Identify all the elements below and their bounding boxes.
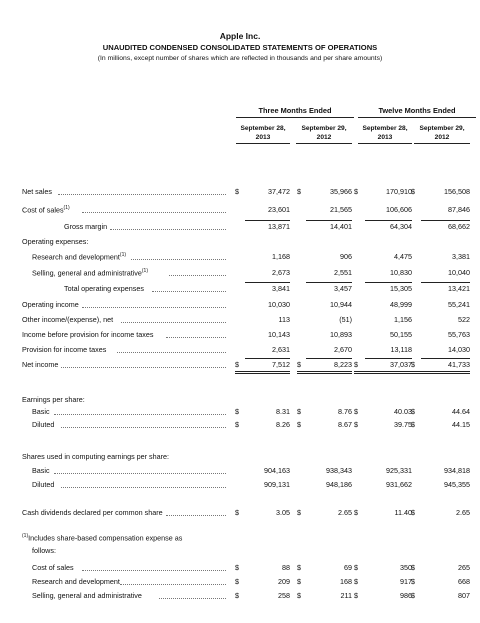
currency-symbol: $ bbox=[297, 508, 301, 517]
cell-value: 10,040 bbox=[448, 268, 470, 277]
table-row bbox=[0, 237, 480, 249]
cell-value: 55,763 bbox=[448, 330, 470, 339]
footnote-marker: (1) bbox=[141, 268, 148, 274]
cell-value: 522 bbox=[458, 315, 470, 324]
cell-value: 14,030 bbox=[448, 345, 470, 354]
cell-value: 15,305 bbox=[390, 284, 412, 293]
currency-symbol: $ bbox=[235, 187, 239, 196]
table-row bbox=[0, 420, 480, 432]
cell-value: 934,818 bbox=[444, 466, 470, 475]
table-row bbox=[0, 577, 480, 589]
footnote-marker: (1) bbox=[22, 533, 29, 539]
cell-value: 10,830 bbox=[390, 268, 412, 277]
leader-dots bbox=[110, 229, 226, 230]
footnote-marker: (1) bbox=[63, 205, 70, 211]
leader-dots bbox=[61, 487, 227, 488]
leader-dots bbox=[166, 337, 226, 338]
cell-value: 8.31 bbox=[276, 407, 290, 416]
table-row bbox=[0, 395, 480, 407]
currency-symbol: $ bbox=[297, 360, 301, 369]
cell-value: 13,871 bbox=[268, 222, 290, 231]
row-label: Earnings per share: bbox=[22, 395, 85, 404]
row-label: Operating expenses: bbox=[22, 237, 89, 246]
cell-value: (51) bbox=[339, 315, 352, 324]
table-row bbox=[0, 591, 480, 603]
row-label: Selling, general and administrative bbox=[32, 591, 142, 600]
column-header bbox=[358, 124, 412, 144]
cell-value: 40.03 bbox=[394, 407, 412, 416]
currency-symbol: $ bbox=[411, 420, 415, 429]
row-label: Total operating expenses bbox=[64, 284, 144, 293]
subtotal-rule bbox=[306, 282, 352, 283]
row-label: Shares used in computing earnings per share: bbox=[22, 452, 170, 461]
leader-dots bbox=[54, 473, 227, 474]
cell-value: 37,037 bbox=[390, 360, 412, 369]
currency-symbol: $ bbox=[411, 508, 415, 517]
row-label bbox=[22, 533, 182, 542]
cell-value: 668 bbox=[458, 577, 470, 586]
row-label: Provision for income taxes bbox=[22, 345, 107, 354]
currency-symbol: $ bbox=[411, 577, 415, 586]
cell-value: 2,673 bbox=[272, 268, 290, 277]
currency-symbol: $ bbox=[411, 187, 415, 196]
table-row bbox=[0, 205, 480, 217]
cell-value: 41,733 bbox=[448, 360, 470, 369]
group-header-twelve-months: Twelve Months Ended bbox=[358, 106, 476, 118]
subtotal-rule bbox=[306, 358, 352, 359]
leader-dots bbox=[166, 515, 226, 516]
cell-value: 87,846 bbox=[448, 205, 470, 214]
cell-value: 8.26 bbox=[276, 420, 290, 429]
cell-value: 8.76 bbox=[338, 407, 352, 416]
leader-dots bbox=[169, 275, 226, 276]
row-label: Research and development bbox=[32, 577, 120, 586]
statement-subtitle: (In millions, except number of shares which are reflected in thousands and per share amounts) bbox=[97, 55, 383, 62]
total-double-rule bbox=[235, 373, 290, 374]
currency-symbol: $ bbox=[235, 407, 239, 416]
subtotal-rule bbox=[365, 282, 412, 283]
currency-symbol: $ bbox=[354, 508, 358, 517]
cell-value: 10,143 bbox=[268, 330, 290, 339]
subtotal-rule bbox=[365, 358, 412, 359]
cell-value: 21,565 bbox=[330, 205, 352, 214]
row-label: Income before provision for income taxes bbox=[22, 330, 154, 339]
subtotal-rule bbox=[365, 220, 412, 221]
cell-value: 44.15 bbox=[452, 420, 470, 429]
currency-symbol: $ bbox=[297, 563, 301, 572]
column-header bbox=[296, 124, 352, 144]
table-row bbox=[0, 546, 480, 558]
cell-value: 265 bbox=[458, 563, 470, 572]
cell-value: 64,304 bbox=[390, 222, 412, 231]
table-row bbox=[0, 345, 480, 357]
statement-title: UNAUDITED CONDENSED CONSOLIDATED STATEMENTS OF OPERATIONS bbox=[102, 43, 378, 52]
table-row bbox=[0, 300, 480, 312]
row-label bbox=[32, 268, 148, 277]
currency-symbol: $ bbox=[411, 591, 415, 600]
column-header-line2: 2013 bbox=[255, 134, 271, 141]
cell-value: 10,944 bbox=[330, 300, 352, 309]
cell-value: 807 bbox=[458, 591, 470, 600]
row-label: follows: bbox=[32, 546, 56, 555]
cell-value: 55,241 bbox=[448, 300, 470, 309]
footnote-marker: (1) bbox=[119, 252, 127, 258]
group-header-three-months: Three Months Ended bbox=[236, 106, 354, 118]
currency-symbol: $ bbox=[297, 407, 301, 416]
cell-value: 350 bbox=[400, 563, 412, 572]
currency-symbol: $ bbox=[235, 563, 239, 572]
column-header-line1: September 29, bbox=[419, 125, 465, 132]
currency-symbol: $ bbox=[297, 420, 301, 429]
cell-value: 8.67 bbox=[338, 420, 352, 429]
row-label bbox=[32, 252, 126, 261]
currency-symbol: $ bbox=[297, 187, 301, 196]
leader-dots bbox=[159, 598, 227, 599]
leader-dots bbox=[61, 367, 226, 368]
cell-value: 11.40 bbox=[394, 508, 412, 517]
cell-value: 69 bbox=[344, 563, 352, 572]
row-label-text: Cost of sales bbox=[22, 205, 64, 215]
cell-value: 945,355 bbox=[444, 480, 470, 489]
leader-dots bbox=[58, 194, 227, 195]
row-label: Basic bbox=[32, 407, 50, 416]
currency-symbol: $ bbox=[235, 591, 239, 600]
row-label: Diluted bbox=[32, 420, 55, 429]
cell-value: 986 bbox=[400, 591, 412, 600]
subtotal-rule bbox=[245, 282, 290, 283]
row-label: Diluted bbox=[32, 480, 55, 489]
row-label: Operating income bbox=[22, 300, 79, 309]
currency-symbol: $ bbox=[354, 360, 358, 369]
row-label-text: Includes share-based compensation expense as bbox=[28, 533, 183, 543]
cell-value: 10,030 bbox=[268, 300, 290, 309]
cell-value: 931,662 bbox=[386, 480, 412, 489]
subtotal-rule bbox=[245, 220, 290, 221]
cell-value: 10,893 bbox=[330, 330, 352, 339]
cell-value: 23,601 bbox=[268, 205, 290, 214]
cell-value: 68,662 bbox=[448, 222, 470, 231]
table-row bbox=[0, 330, 480, 342]
cell-value: 106,606 bbox=[386, 205, 412, 214]
cell-value: 258 bbox=[278, 591, 290, 600]
column-header bbox=[414, 124, 470, 144]
currency-symbol: $ bbox=[235, 508, 239, 517]
leader-dots bbox=[152, 291, 226, 292]
cell-value: 168 bbox=[340, 577, 352, 586]
cell-value: 7,512 bbox=[272, 360, 290, 369]
subtotal-rule bbox=[306, 220, 352, 221]
row-label: Gross margin bbox=[64, 222, 108, 231]
total-double-rule bbox=[297, 371, 352, 372]
column-header-line2: 2012 bbox=[434, 134, 450, 141]
cell-value: 13,421 bbox=[448, 284, 470, 293]
currency-symbol: $ bbox=[235, 420, 239, 429]
cell-value: 48,999 bbox=[390, 300, 412, 309]
table-row bbox=[0, 452, 480, 464]
cell-value: 948,186 bbox=[326, 480, 352, 489]
currency-symbol: $ bbox=[411, 407, 415, 416]
table-row bbox=[0, 563, 480, 575]
currency-symbol: $ bbox=[354, 407, 358, 416]
cell-value: 906 bbox=[340, 252, 352, 261]
cell-value: 904,163 bbox=[264, 466, 290, 475]
cell-value: 909,131 bbox=[264, 480, 290, 489]
cell-value: 209 bbox=[278, 577, 290, 586]
currency-symbol: $ bbox=[297, 577, 301, 586]
table-row bbox=[0, 533, 480, 545]
row-label bbox=[22, 205, 70, 214]
cell-value: 37,472 bbox=[268, 187, 290, 196]
total-double-rule bbox=[235, 371, 290, 372]
table-row bbox=[0, 187, 480, 199]
cell-value: 170,910 bbox=[386, 187, 412, 196]
cell-value: 35,966 bbox=[330, 187, 352, 196]
cell-value: 2,631 bbox=[272, 345, 290, 354]
cell-value: 14,401 bbox=[330, 222, 352, 231]
cell-value: 938,343 bbox=[326, 466, 352, 475]
table-row bbox=[0, 268, 480, 280]
total-double-rule bbox=[411, 373, 470, 374]
currency-symbol: $ bbox=[411, 563, 415, 572]
currency-symbol: $ bbox=[297, 591, 301, 600]
subtotal-rule bbox=[421, 358, 470, 359]
cell-value: 1,156 bbox=[394, 315, 412, 324]
currency-symbol: $ bbox=[411, 360, 415, 369]
leader-dots bbox=[61, 427, 227, 428]
cell-value: 44.64 bbox=[452, 407, 470, 416]
cell-value: 3,841 bbox=[272, 284, 290, 293]
cell-value: 50,155 bbox=[390, 330, 412, 339]
table-row bbox=[0, 508, 480, 520]
table-row bbox=[0, 252, 480, 264]
total-double-rule bbox=[354, 371, 412, 372]
subtotal-rule bbox=[421, 220, 470, 221]
table-row bbox=[0, 407, 480, 419]
table-row bbox=[0, 284, 480, 296]
cell-value: 925,331 bbox=[386, 466, 412, 475]
leader-dots bbox=[54, 414, 227, 415]
cell-value: 113 bbox=[278, 315, 290, 324]
column-header-line2: 2013 bbox=[377, 134, 393, 141]
leader-dots bbox=[131, 259, 227, 260]
cell-value: 88 bbox=[282, 563, 290, 572]
table-row bbox=[0, 222, 480, 234]
row-label-text: Research and development bbox=[32, 252, 120, 262]
total-double-rule bbox=[354, 373, 412, 374]
total-double-rule bbox=[411, 371, 470, 372]
leader-dots bbox=[82, 570, 227, 571]
column-header bbox=[236, 124, 290, 144]
leader-dots bbox=[121, 322, 227, 323]
cell-value: 211 bbox=[340, 591, 352, 600]
leader-dots bbox=[117, 352, 226, 353]
cell-value: 3.05 bbox=[276, 508, 290, 517]
cell-value: 2,670 bbox=[334, 345, 352, 354]
row-label: Other income/(expense), net bbox=[22, 315, 114, 324]
cell-value: 917 bbox=[400, 577, 412, 586]
currency-symbol: $ bbox=[354, 577, 358, 586]
cell-value: 2,551 bbox=[334, 268, 352, 277]
cell-value: 3,381 bbox=[452, 252, 470, 261]
table-row bbox=[0, 315, 480, 327]
cell-value: 13,118 bbox=[390, 345, 412, 354]
column-header-line1: September 28, bbox=[240, 125, 286, 132]
row-label: Net income bbox=[22, 360, 59, 369]
cell-value: 156,508 bbox=[444, 187, 470, 196]
cell-value: 2.65 bbox=[456, 508, 470, 517]
column-header-line1: September 28, bbox=[362, 125, 408, 132]
currency-symbol: $ bbox=[354, 187, 358, 196]
company-name: Apple Inc. bbox=[219, 31, 261, 41]
row-label: Cash dividends declared per common share bbox=[22, 508, 163, 517]
cell-value: 4,475 bbox=[394, 252, 412, 261]
subtotal-rule bbox=[421, 282, 470, 283]
cell-value: 3,457 bbox=[334, 284, 352, 293]
column-header-line1: September 29, bbox=[301, 125, 347, 132]
cell-value: 8,223 bbox=[334, 360, 352, 369]
cell-value: 2.65 bbox=[338, 508, 352, 517]
row-label: Basic bbox=[32, 466, 50, 475]
leader-dots bbox=[82, 307, 226, 308]
column-header-line2: 2012 bbox=[316, 134, 332, 141]
currency-symbol: $ bbox=[354, 563, 358, 572]
currency-symbol: $ bbox=[235, 577, 239, 586]
total-double-rule bbox=[297, 373, 352, 374]
row-label-text: Selling, general and administrative bbox=[32, 268, 142, 278]
currency-symbol: $ bbox=[235, 360, 239, 369]
currency-symbol: $ bbox=[354, 591, 358, 600]
leader-dots bbox=[82, 212, 226, 213]
table-row bbox=[0, 466, 480, 478]
cell-value: 1,168 bbox=[272, 252, 290, 261]
row-label: Net sales bbox=[22, 187, 52, 196]
table-row bbox=[0, 480, 480, 492]
row-label: Cost of sales bbox=[32, 563, 74, 572]
subtotal-rule bbox=[245, 358, 290, 359]
currency-symbol: $ bbox=[354, 420, 358, 429]
cell-value: 39.75 bbox=[394, 420, 412, 429]
leader-dots bbox=[120, 584, 226, 585]
